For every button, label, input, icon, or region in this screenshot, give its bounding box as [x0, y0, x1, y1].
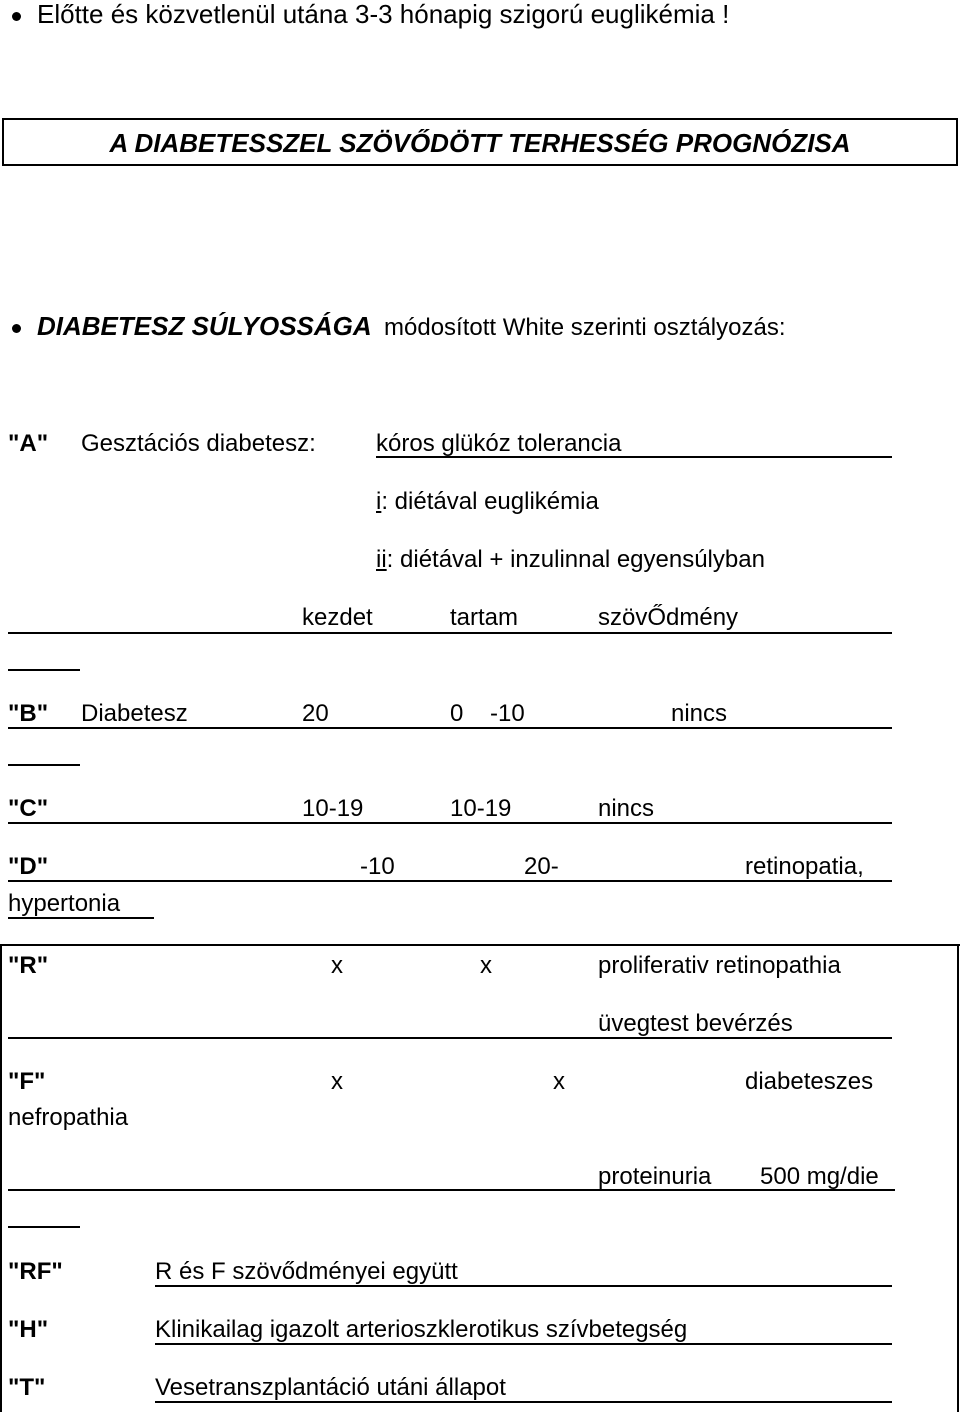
row-b-complication: nincs	[671, 700, 728, 727]
row-rf-code: "RF"	[8, 1258, 63, 1285]
box-top-rule	[0, 944, 960, 946]
row-f-complication-1: diabeteszes	[745, 1068, 874, 1095]
rule	[155, 1285, 892, 1287]
class-a-sub2-label: ii	[376, 546, 387, 573]
row-c-onset: 10-19	[302, 795, 364, 822]
rule	[8, 880, 892, 882]
rule	[8, 822, 892, 824]
rule	[155, 1343, 892, 1345]
box-right-rule	[957, 944, 959, 1412]
row-f-complication-3: proteinuria	[598, 1163, 712, 1190]
severity-subtitle: módosított White szerinti osztályozás:	[384, 314, 786, 341]
row-d-duration: 20-	[524, 853, 559, 880]
row-d-complication-2: hypertonia	[8, 890, 121, 917]
row-f-duration: x	[553, 1068, 565, 1095]
intro-text: Előtte és közvetlenül utána 3-3 hónapig szigorú euglikémia !	[37, 0, 730, 29]
class-a-sub2	[376, 546, 765, 574]
row-h-code: "H"	[8, 1316, 49, 1343]
rule	[376, 456, 892, 458]
row-b-duration: 0 -10	[450, 700, 525, 727]
class-a-sub2-text: : diétával + inzulinnal egyensúlyban	[386, 546, 765, 573]
class-a-name: Gesztációs diabetesz:	[81, 430, 316, 457]
row-r-complication-2: üvegtest bevérzés	[598, 1010, 793, 1037]
row-d-complication-1: retinopatia,	[745, 853, 864, 880]
row-t-desc: Vesetranszplantáció utáni állapot	[155, 1374, 506, 1401]
rule	[8, 632, 892, 634]
rule	[8, 917, 154, 919]
rule	[8, 1189, 895, 1191]
row-b-code: "B"	[8, 700, 49, 727]
rule	[8, 764, 80, 766]
row-f-complication-4: 500 mg/die	[760, 1163, 879, 1190]
rule	[8, 669, 80, 671]
row-b-onset: 20	[302, 700, 329, 727]
row-r-code: "R"	[8, 952, 49, 979]
rule	[8, 1037, 892, 1039]
severity-heading: DIABETESZ SÚLYOSSÁGA	[37, 311, 372, 341]
row-d-onset: -10	[360, 853, 395, 880]
rule	[155, 1401, 892, 1403]
row-c-complication: nincs	[598, 795, 655, 822]
class-a-sub1-label: i	[376, 488, 382, 515]
col-header-onset: kezdet	[302, 604, 373, 631]
row-f-code: "F"	[8, 1068, 46, 1095]
class-a-sub1	[376, 488, 599, 516]
row-rf-desc: R és F szövődményei együtt	[155, 1258, 458, 1285]
row-r-duration: x	[480, 952, 492, 979]
bullet-icon	[12, 12, 21, 21]
page-title: A DIABETESSZEL SZÖVŐDÖTT TERHESSÉG PROGNÓZISA	[109, 128, 851, 158]
row-h-desc: Klinikailag igazolt arterioszklerotikus szívbetegség	[155, 1316, 688, 1343]
title-box	[2, 118, 958, 166]
class-a-sub1-text: : diétával euglikémia	[381, 488, 599, 515]
class-a-desc: kóros glükóz tolerancia	[376, 430, 622, 457]
bullet-icon	[12, 324, 21, 333]
row-c-code: "C"	[8, 795, 49, 822]
row-b-name: Diabetesz	[81, 700, 188, 727]
row-r-onset: x	[331, 952, 343, 979]
rule	[8, 1226, 80, 1228]
row-c-duration: 10-19	[450, 795, 512, 822]
row-f-complication-2: nefropathia	[8, 1104, 129, 1131]
row-t-code: "T"	[8, 1374, 46, 1401]
row-d-code: "D"	[8, 853, 49, 880]
class-a-code: "A"	[8, 430, 49, 457]
col-header-duration: tartam	[450, 604, 519, 631]
col-header-complication: szövŐdmény	[598, 604, 739, 631]
rule	[8, 727, 892, 729]
row-r-complication-1: proliferativ retinopathia	[598, 952, 841, 979]
box-left-rule	[0, 944, 2, 1412]
row-f-onset: x	[331, 1068, 343, 1095]
